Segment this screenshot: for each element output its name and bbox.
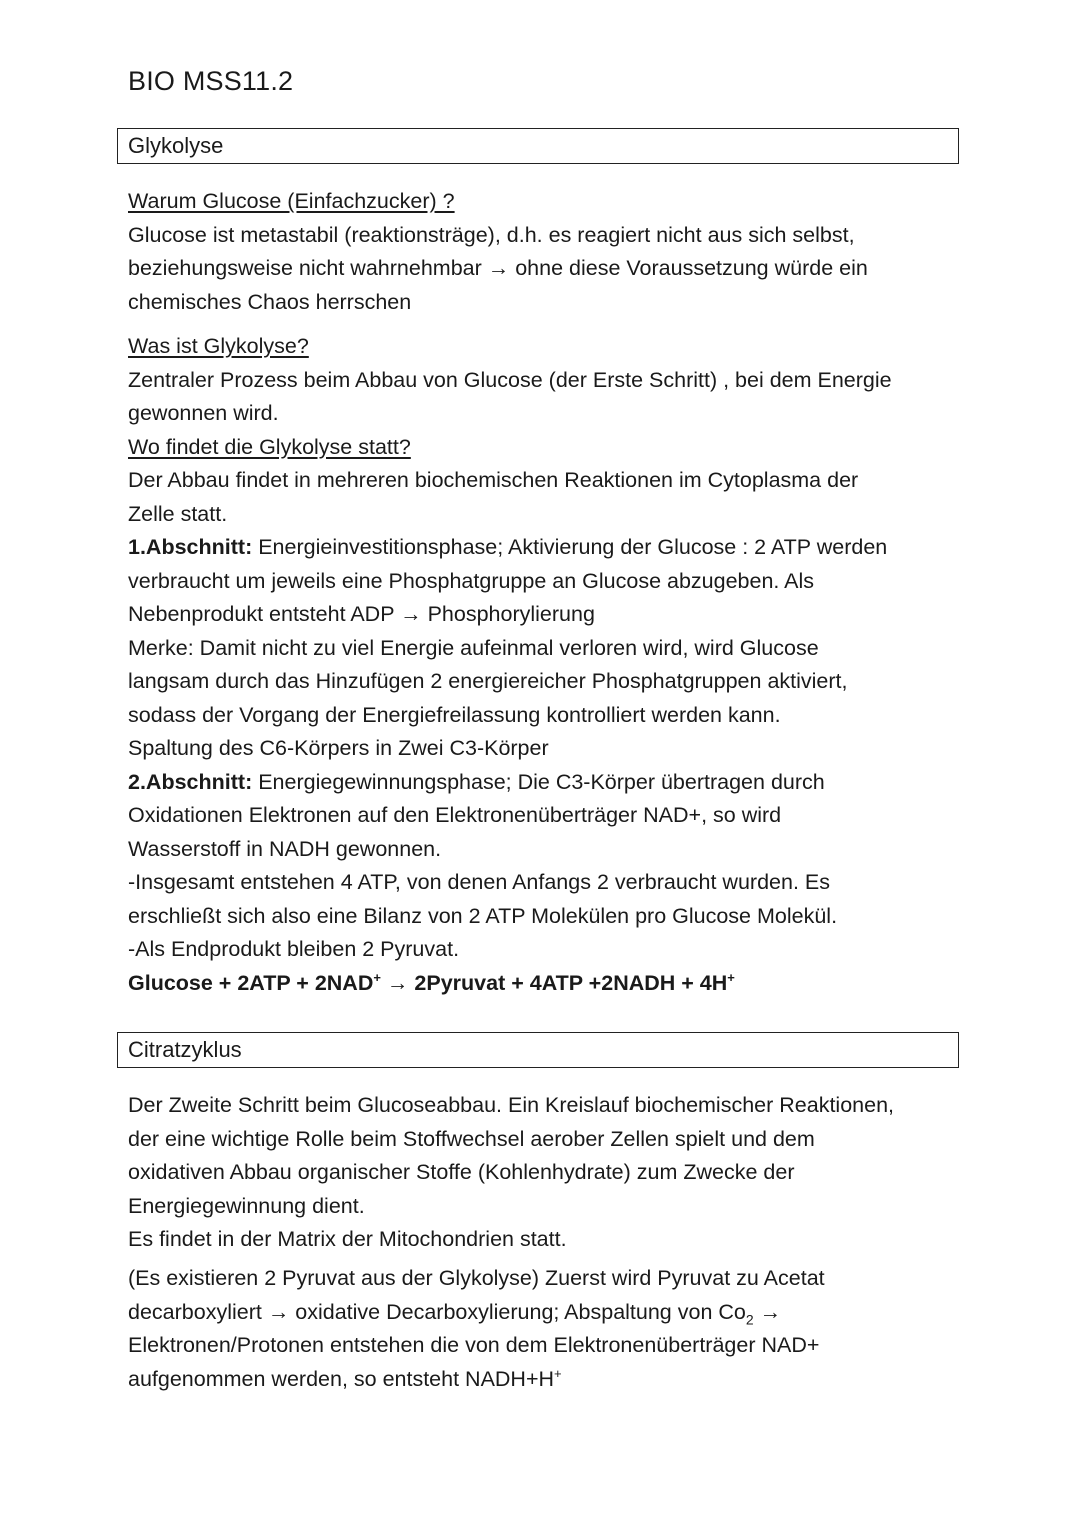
text-line: Glucose ist metastabil (reaktionsträge), d.h. es reagiert nicht aus sich selbst, [128,222,855,247]
text-line [128,1363,958,1397]
text-line: verbraucht um jeweils eine Phosphatgruppe an Glucose abzugeben. Als [128,568,815,593]
text-line: -Insgesamt entstehen 4 ATP, von denen Anfangs 2 verbraucht wurden. Es [128,870,830,894]
text-line: Spaltung des C6-Körpers in Zwei C3-Körper [128,736,549,760]
text-line: Es findet in der Matrix der Mitochondrien statt. [128,1227,567,1251]
equation-part: Glucose + 2ATP + 2NAD [128,970,374,995]
question-why-glucose: Warum Glucose (Einfachzucker) ? [128,189,455,213]
text-line: Der Zweite Schritt beim Glucoseabbau. Ein Kreislauf biochemischer Reaktionen, [128,1093,895,1117]
text-line: beziehungsweise nicht wahrnehmbar → ohne diese Voraussetzung würde ein [128,256,868,280]
text-line: Oxidationen Elektronen auf den Elektronenüberträger NAD+, so wird [128,803,782,827]
glykolyse-block-2 [128,330,958,1000]
text-span: Energiegewinnungsphase; Die C3-Körper übertragen durch [252,769,825,794]
citratzyklus-block-2 [128,1262,958,1396]
question-what-is-glykolyse: Was ist Glykolyse? [128,334,309,358]
text-span: aufgenommen werden, so entsteht NADH+H [128,1366,555,1391]
step-2-label: 2.Abschnitt: [128,769,253,794]
text-line: oxidativen Abbau organischer Stoffe (Kohlenhydrate) zum Zwecke der [128,1160,795,1184]
text-line: -Als Endprodukt bleiben 2 Pyruvat. [128,937,460,961]
equation-superscript: + [727,969,735,985]
equation-superscript: + [373,969,381,985]
citratzyklus-block-1 [128,1089,958,1257]
subscript: 2 [745,1310,754,1327]
text-line: Zentraler Prozess beim Abbau von Glucose (der Erste Schritt) , bei dem Energie [128,367,892,392]
text-line [128,1296,958,1330]
text-line: Der Abbau findet in mehreren biochemischen Reaktionen im Cytoplasma der [128,468,859,492]
text-line: Nebenprodukt entsteht ADP → Phosphorylierung [128,602,595,626]
reaction-equation [128,967,958,1001]
text-span: → [753,1299,782,1324]
text-span: Energieinvestitionsphase; Aktivierung der Glucose : 2 ATP werden [252,535,888,559]
text-line: Zelle statt. [128,501,228,526]
step-1-label: 1.Abschnitt: [128,535,253,559]
equation-part: → 2Pyruvat + 4ATP +2NADH + 4H [380,970,728,995]
text-line: langsam durch das Hinzufügen 2 energiereicher Phosphatgruppen aktiviert, [128,669,848,693]
section-heading-citratzyklus: Citratzyklus [117,1032,959,1068]
section-heading-glykolyse: Glykolyse [117,128,959,164]
text-line: (Es existieren 2 Pyruvat aus der Glykolyse) Zuerst wird Pyruvat zu Acetat [128,1266,825,1290]
text-line: Merke: Damit nicht zu viel Energie aufeinmal verloren wird, wird Glucose [128,635,819,660]
text-line: der eine wichtige Rolle beim Stoffwechsel aerober Zellen spielt und dem [128,1126,815,1151]
superscript: + [554,1365,562,1381]
text-line: gewonnen wird. [128,401,279,425]
question-where-glykolyse: Wo findet die Glykolyse statt? [128,434,411,459]
text-line: erschließt sich also eine Bilanz von 2 ATP Molekülen pro Glucose Molekül. [128,903,838,928]
glykolyse-block-1 [128,185,958,319]
text-line: Wasserstoff in NADH gewonnen. [128,836,442,861]
text-line: sodass der Vorgang der Energiefreilassung kontrolliert werden kann. [128,702,781,727]
step-1-line [128,531,958,565]
text-line: Energiegewinnung dient. [128,1193,365,1218]
text-line: chemisches Chaos herrschen [128,289,412,314]
step-2-line [128,766,958,800]
text-span: decarboxyliert → oxidative Decarboxylierung; Abspaltung von Co [128,1299,746,1324]
text-line: Elektronen/Protonen entstehen die von dem Elektronenüberträger NAD+ [128,1333,820,1357]
document-title: BIO MSS11.2 [128,66,294,96]
